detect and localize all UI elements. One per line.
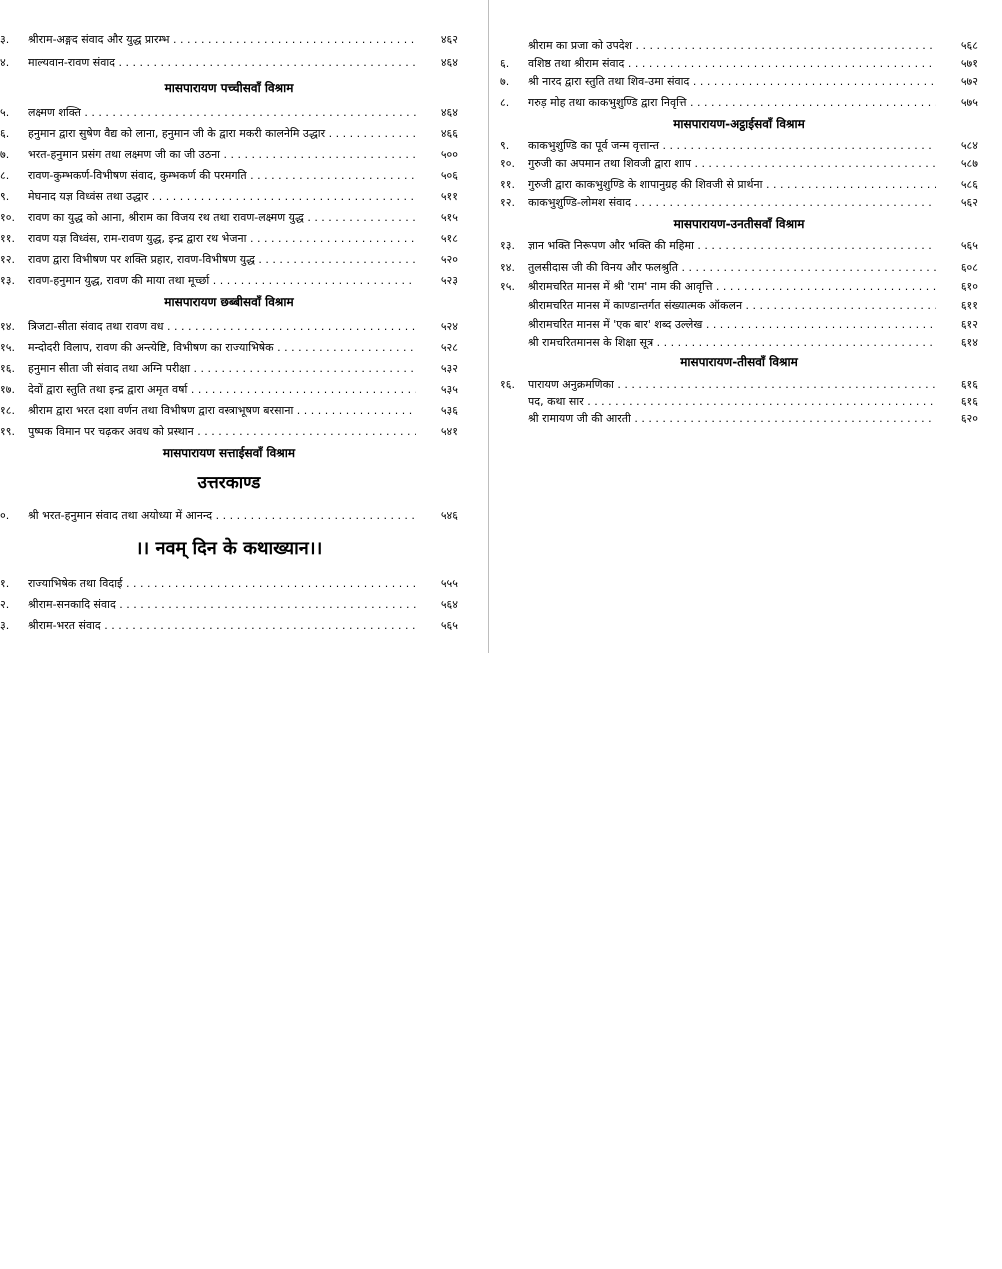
list-item: १. राज्याभिषेक तथा विदाई . . . ५५५ bbox=[0, 574, 458, 594]
list-item: ७. भरत-हनुमान प्रसंग तथा लक्ष्मण जी का जी उठना . . . ५०० bbox=[0, 145, 458, 165]
list-item: १५. श्रीरामचरित मानस में श्री 'राम' नाम की आवृत्ति . . . ६१० bbox=[500, 277, 978, 297]
list-item: १९. पुष्पक विमान पर चढ़कर अवध को प्रस्थान . . . ५४१ bbox=[0, 422, 458, 442]
list-item: १२. रावण द्वारा विभीषण पर शक्ति प्रहार, रावण-विभीषण युद्ध . . . ५२० bbox=[0, 250, 458, 270]
list-item: श्रीराम का प्रजा को उपदेश . . . ५६८ bbox=[500, 36, 978, 56]
list-item: १५. मन्दोदरी विलाप, रावण की अन्त्येष्टि, विभीषण का राज्याभिषेक . . . ५२८ bbox=[0, 338, 458, 358]
section-heading: मासपारायण-अट्ठाईसवाँ विश्राम bbox=[673, 117, 805, 131]
list-item: श्री रामचरितमानस के शिक्षा सूत्र . . . ६१४ bbox=[500, 333, 978, 353]
list-item: १४. त्रिजटा-सीता संवाद तथा रावण वध . . . ५२४ bbox=[0, 317, 458, 337]
list-item: ३. श्रीराम-अङ्गद संवाद और युद्ध प्रारम्भ . . . ४६२ bbox=[0, 30, 458, 50]
list-item: ११. गुरुजी द्वारा काकभुशुण्डि के शापानुग्रह की शिवजी से प्रार्थना . . . ५८६ bbox=[500, 175, 978, 195]
list-item: १६. पारायण अनुक्रमणिका . . . ६१६ bbox=[500, 375, 978, 395]
section-heading: मासपारायण छब्बीसवाँ विश्राम bbox=[164, 295, 294, 309]
list-item: ३. श्रीराम-भरत संवाद . . . ५६५ bbox=[0, 616, 458, 636]
list-item: ६. हनुमान द्वारा सुषेण वैद्य को लाना, हनुमान जी के द्वारा मकरी कालनेमि उद्धार . . . ४६६ bbox=[0, 124, 458, 144]
list-item: श्री रामायण जी की आरती . . . ६२० bbox=[500, 409, 978, 429]
list-item: श्रीरामचरित मानस में 'एक बार' शब्द उल्लेख . . . ६१२ bbox=[500, 315, 978, 335]
list-item: १६. हनुमान सीता जी संवाद तथा अग्नि परीक्षा . . . ५३२ bbox=[0, 359, 458, 379]
kand-title: उत्तरकाण्ड bbox=[197, 473, 261, 493]
column-divider bbox=[488, 0, 489, 653]
list-item: ६. वशिष्ठ तथा श्रीराम संवाद . . . ५७१ bbox=[500, 54, 978, 74]
list-item: ५. लक्ष्मण शक्ति . . . ४६४ bbox=[0, 103, 458, 123]
list-item: ११. रावण यज्ञ विध्वंस, राम-रावण युद्ध, इन्द्र द्वारा रथ भेजना . . . ५१८ bbox=[0, 229, 458, 249]
list-item: ९. काकभुशुण्डि का पूर्व जन्म वृत्तान्त . . . ५८४ bbox=[500, 136, 978, 156]
list-item: १२. काकभुशुण्डि-लोमश संवाद . . . ५६२ bbox=[500, 193, 978, 213]
list-item: १८. श्रीराम द्वारा भरत दशा वर्णन तथा विभीषण द्वारा वस्त्राभूषण बरसाना . . . ५३६ bbox=[0, 401, 458, 421]
list-item: ०. श्री भरत-हनुमान संवाद तथा अयोध्या में आनन्द . . . ५४६ bbox=[0, 506, 458, 526]
list-item: २. श्रीराम-सनकादि संवाद . . . ५६४ bbox=[0, 595, 458, 615]
list-item: ८. गरुड़ मोह तथा काकभुशुण्डि द्वारा निवृत्ति . . . ५७५ bbox=[500, 93, 978, 113]
list-item: ७. श्री नारद द्वारा स्तुति तथा शिव-उमा संवाद . . . ५७२ bbox=[500, 72, 978, 92]
section-heading: मासपारायण-उनतीसवाँ विश्राम bbox=[673, 217, 805, 231]
list-item: १३. रावण-हनुमान युद्ध, रावण की माया तथा मूर्च्छा . . . ५२३ bbox=[0, 271, 458, 291]
list-item: ४. माल्यवान-रावण संवाद . . . ४६४ bbox=[0, 53, 458, 73]
list-item: श्रीरामचरित मानस में काण्डान्तर्गत संख्यात्मक ऑकलन . . . ६११ bbox=[500, 296, 978, 316]
list-item: १०. रावण का युद्ध को आना, श्रीराम का विजय रथ तथा रावण-लक्ष्मण युद्ध . . . ५१५ bbox=[0, 208, 458, 228]
section-heading: मासपारायण पच्चीसवाँ विश्राम bbox=[164, 81, 294, 95]
section-heading: मासपारायण सत्ताईसवाँ विश्राम bbox=[162, 446, 296, 460]
day-title: ।। नवम् दिन के कथाख्यान।। bbox=[135, 538, 323, 559]
list-item: १०. गुरुजी का अपमान तथा शिवजी द्वारा शाप . . . ५८७ bbox=[500, 154, 978, 174]
section-heading: मासपारायण-तीसवाँ विश्राम bbox=[680, 355, 798, 369]
list-item: पद, कथा सार . . . ६१६ bbox=[500, 392, 978, 412]
list-item: १३. ज्ञान भक्ति निरूपण और भक्ति की महिमा . . . ५६५ bbox=[500, 236, 978, 256]
list-item: १७. देवों द्वारा स्तुति तथा इन्द्र द्वारा अमृत वर्षा . . . ५३५ bbox=[0, 380, 458, 400]
list-item: ९. मेघनाद यज्ञ विध्वंस तथा उद्धार . . . ५११ bbox=[0, 187, 458, 207]
list-item: ८. रावण-कुम्भकर्ण-विभीषण संवाद, कुम्भकर्ण की परमगति . . . ५०६ bbox=[0, 166, 458, 186]
list-item: १४. तुलसीदास जी की विनय और फलश्रुति . . . ६०८ bbox=[500, 258, 978, 278]
